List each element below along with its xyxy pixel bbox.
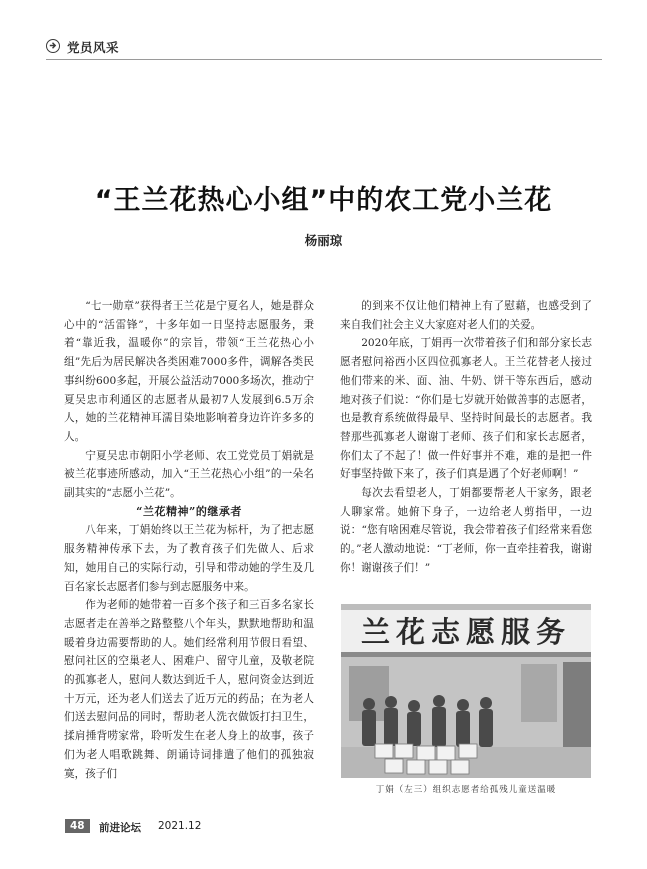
article-column-right bbox=[340, 297, 592, 578]
paragraph: 2020年底，丁娟再一次带着孩子们和部分家长志愿者慰问裕西小区四位孤寡老人。王兰花替老人接过他们带来的米、面、油、牛奶、饼干等东西后，感动地对孩子们说：“你们是七岁就开始做善事的志愿者，也是教育系统做得最早、坚持时间最长的志愿者。我替那些孤寡老人谢谢丁老师、孩子们和家长志愿者，你们太了不起了！做一件好事并不难，难的是把一件好事坚持做下来了，孩子们真是遇了个好老师啊！” bbox=[340, 337, 592, 481]
photo-caption: 丁娟（左三）组织志愿者给孤残儿童送温暖 bbox=[375, 785, 557, 795]
page-header bbox=[46, 37, 602, 59]
paragraph: 每次去看望老人，丁娟都要帮老人干家务，跟老人聊家常。她俯下身子，一边给老人剪指甲，一边说：“您有啥困难尽管说，我会带着孩子们经常来看您的。”老人激动地说：“丁老师，你一直牵挂着我，谢谢你！谢谢孩子们！” bbox=[340, 487, 592, 574]
header-divider bbox=[46, 59, 602, 60]
section-subheading: “兰花精神”的继承者 bbox=[136, 504, 242, 518]
article-column-left bbox=[64, 297, 314, 783]
photo-sign-text: 兰花志愿服务 bbox=[360, 615, 572, 649]
page-number: 48 bbox=[65, 819, 90, 833]
section-label: 党员风采 bbox=[67, 40, 120, 55]
paragraph: 宁夏吴忠市朝阳小学老师、农工党党员丁娟就是被兰花事迹所感动，加入“王兰花热心小组”的一朵名副其实的“志愿小兰花”。 bbox=[64, 449, 314, 500]
page-footer bbox=[65, 819, 605, 837]
article-photo bbox=[341, 604, 591, 778]
paragraph: “七一勋章”获得者王兰花是宁夏名人，她是群众心中的“活雷锋”，十多年如一日坚持志愿服务，秉着“靠近我，温暖你”的宗旨，带领“王兰花热心小组”先后为居民解决各类困难7000多件，调解各类民事纠纷600多起，开展公益活动7000多场次，推动宁夏吴忠市利通区的志愿者从最初7人发展到6.5万余人，她的兰花精神耳濡目染地影响着身边许许多多的人。 bbox=[64, 300, 314, 443]
paragraph: 作为老师的她带着一百多个孩子和三百多名家长志愿者走在善举之路整整八个年头，默默地帮助和温暖着身边需要帮助的人。她们经常利用节假日看望、慰问社区的空巢老人、困难户、留守儿童，及敬老院的孤寡老人，慰问人数达到近千人，慰问资金达到近十万元，还为老人们送去了近万元的药品；在为老人们送去慰问品的同时，帮助老人洗衣做饭打扫卫生，揉肩捶背唠家常，聆听发生在老人身上的故事，孩子们为老人唱歌跳舞、朗诵诗词排遣了他们的孤独寂寞，孩子们 bbox=[64, 599, 314, 780]
paragraph: 八年来，丁娟始终以王兰花为标杆，为了把志愿服务精神传承下去，为了教育孩子们先做人、后求知，她用自己的实际行动，引导和带动她的学生及几百名家长志愿者们参与到志愿服务中来。 bbox=[64, 524, 314, 593]
journal-name: 前进论坛 bbox=[99, 822, 141, 834]
article-author: 杨丽琼 bbox=[304, 233, 343, 248]
paragraph: 的到来不仅让他们精神上有了慰藉，也感受到了来自我们社会主义大家庭对老人们的关爱。 bbox=[340, 300, 592, 331]
article-title: “王兰花热心小组”中的农工党小兰花 bbox=[94, 185, 553, 216]
issue-number: 2021.12 bbox=[158, 820, 202, 832]
circle-arrow-icon bbox=[46, 39, 60, 53]
